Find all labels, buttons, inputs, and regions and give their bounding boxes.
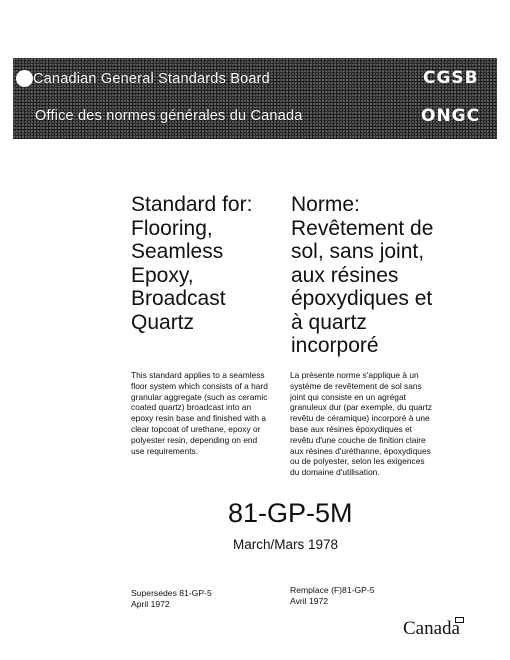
- title-fr-line: sol, sans joint,: [291, 240, 425, 263]
- title-fr-line: époxydiques et: [291, 287, 433, 310]
- title-en-line: Epoxy,: [131, 263, 194, 287]
- publication-date: March/Mars 1978: [233, 537, 339, 552]
- title-en-line: Broadcast: [131, 287, 226, 310]
- title-fr-line: incorporé: [291, 334, 379, 357]
- canadian-flag-icon: [455, 617, 464, 623]
- banner-title-fr: Office des normes générales du Canada: [35, 108, 303, 124]
- supersedes-fr-line: Remplace (F)81-GP-5: [290, 585, 375, 595]
- title-en-line: Flooring,: [131, 216, 213, 240]
- supersedes-fr: [290, 585, 375, 606]
- supersedes-en-line: April 1972: [131, 598, 170, 609]
- title-fr-line: Revêtement de: [291, 216, 434, 240]
- standard-number: 81-GP-5M: [228, 498, 353, 528]
- banner-title-en: Canadian General Standards Board: [33, 71, 270, 87]
- supersedes-fr-line: Avril 1972: [290, 595, 329, 606]
- supersedes-en: [131, 588, 212, 609]
- canada-wordmark: Canada: [403, 618, 460, 639]
- title-en-line: Seamless: [131, 240, 224, 263]
- dot-icon: [16, 70, 33, 87]
- header-banner: [13, 58, 497, 139]
- title-en-line: Standard for:: [131, 193, 253, 216]
- supersedes-en-line: Supersedes 81-GP-5: [131, 588, 212, 598]
- title-fr: [291, 193, 433, 358]
- title-fr-line: aux résines: [291, 263, 399, 287]
- title-fr-line: Norme:: [291, 193, 360, 216]
- cgsb-logo: CGSB: [423, 68, 479, 88]
- ongc-logo: ONGC: [421, 106, 481, 126]
- title-fr-line: à quartz: [291, 310, 367, 334]
- description-en: This standard applies to a seamless floor system which consists of a hard granular aggregate (such as ceramic coated quartz) broadcast into an epoxy resin base and finished with a clear topcoat of urethane, epoxy or polyester resin, depending on end use requirements.: [131, 370, 268, 456]
- description-fr: La présente norme s'applique à un système de revêtement de sol sans joint qui consiste en un agrégat granuleux dur (par exemple, du quartz revêtu de céramique) incorporé à une base aux résines époxydiques et revêtu d'une couche de finition claire aux résines d'uréthanne, époxydiques ou de polyester, selon les exigences du domaine d'utilisation.: [290, 370, 432, 478]
- title-en: [131, 193, 252, 334]
- title-en-line: Quartz: [131, 310, 195, 334]
